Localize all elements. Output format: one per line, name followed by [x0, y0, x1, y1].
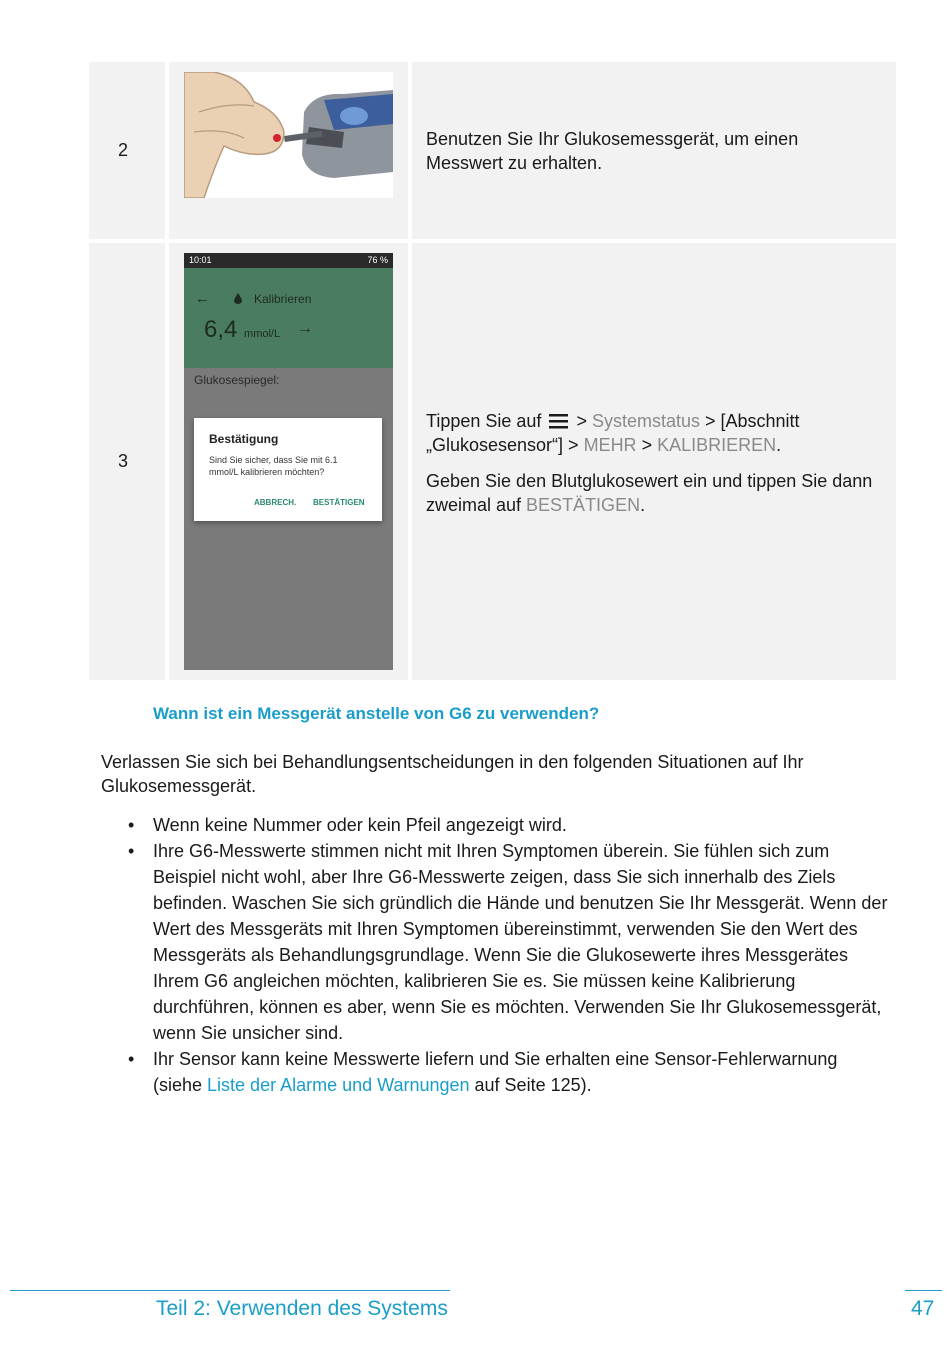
step-number: 2: [118, 140, 129, 160]
menu-icon: [549, 413, 568, 429]
instruction-text: .: [640, 495, 646, 515]
trend-arrow-icon: →: [297, 320, 313, 337]
instruction-text: > [Abschnitt „Glukosesensor“] >: [426, 411, 800, 455]
confirm-button[interactable]: BESTÄTIGEN: [313, 498, 365, 507]
glucose-value: [204, 316, 280, 344]
list-item: • Ihre G6-Messwerte stimmen nicht mit Ihren Symptomen überein. Sie fühlen sich zum Beispiel nicht wohl, aber Ihre G6-Messwerte zeigen, dass Sie sich innerhalb des Ziels befinden. Waschen Sie sich gründlich die Hände und benutzen Sie Ihr Messgerät. Wenn der Wert des Messgeräts mit Ihren Symptomen übereinstimmt, verwenden Sie den Wert des Messgeräts als Behandlungsgrundlage. Wenn Sie die Glukosewerte ihres Messgerätes Ihrem G6 angleichen möchten, kalibrieren Sie es. Sie müssen keine Kalibrierung durchführen, können es aber, wenn Sie es möchten. Verwenden Sie Ihr Glukosemessgerät, wenn Sie unsicher sind.: [128, 838, 888, 1046]
alarms-list-link[interactable]: Liste der Alarme und Warnungen: [207, 1075, 470, 1095]
confirmation-dialog: [194, 418, 382, 521]
step-3-followup: [426, 469, 886, 517]
section-heading: Wann ist ein Messgerät anstelle von G6 zu verwenden?: [153, 704, 600, 723]
dialog-message: Sind Sie sicher, dass Sie mit 6.1 mmol/L kalibrieren möchten?: [209, 455, 338, 477]
step-number: 3: [118, 451, 129, 471]
list-item: • Wenn keine Nummer oder kein Pfeil angezeigt wird.: [128, 812, 888, 838]
page-number: 47: [911, 1297, 935, 1320]
instruction-text: >: [571, 411, 592, 431]
status-time: 10:01: [189, 255, 212, 265]
instruction-text: .: [776, 435, 782, 455]
glucose-unit: mmol/L: [244, 328, 281, 340]
footer-rule: [905, 1290, 942, 1291]
phone-screenshot: [184, 253, 393, 670]
cancel-button[interactable]: ABBRECH.: [254, 498, 297, 507]
app-header: [184, 268, 393, 368]
footer-rule: [10, 1290, 450, 1291]
list-item-text: auf Seite 125).: [469, 1075, 592, 1095]
back-arrow-icon: ←: [195, 290, 210, 307]
instruction-text: Tippen Sie auf: [426, 411, 542, 431]
glucose-meter-illustration: [184, 72, 393, 198]
list-item-text: Ihr Sensor kann keine Messwerte liefern und Sie erhalten eine Sensor-Fehlerwarnung (siehe: [153, 1049, 838, 1095]
ui-term-kalibrieren: KALIBRIEREN: [657, 435, 777, 455]
step-3-text: [426, 409, 886, 517]
intro-paragraph: Verlassen Sie sich bei Behandlungsentscheidungen in den folgenden Situationen auf Ihr Glukosemessgerät.: [101, 752, 804, 796]
instruction-text: Geben Sie den Blutglukosewert ein und tippen Sie dann zweimal auf: [426, 471, 873, 515]
step-3-instruction: [426, 409, 886, 457]
dialog-title: Bestätigung: [209, 432, 279, 446]
drop-icon: [234, 293, 242, 304]
bullet-list: [128, 812, 888, 1098]
ui-term-mehr: MEHR: [583, 435, 637, 455]
glucose-field-label: Glukosespiegel:: [194, 373, 280, 387]
ui-term-systemstatus: Systemstatus: [591, 411, 700, 431]
step-2-text: Benutzen Sie Ihr Glukosemessgerät, um einen Messwert zu erhalten.: [426, 129, 799, 173]
screen-title: Kalibrieren: [254, 292, 312, 306]
status-battery: 76 %: [367, 255, 388, 265]
footer-title: Teil 2: Verwenden des Systems: [156, 1297, 448, 1320]
list-item: [128, 1046, 888, 1098]
instruction-text: >: [636, 435, 658, 455]
glucose-number: 6,4: [204, 316, 238, 343]
ui-term-bestaetigen: BESTÄTIGEN: [526, 495, 641, 515]
status-bar: [184, 253, 393, 268]
